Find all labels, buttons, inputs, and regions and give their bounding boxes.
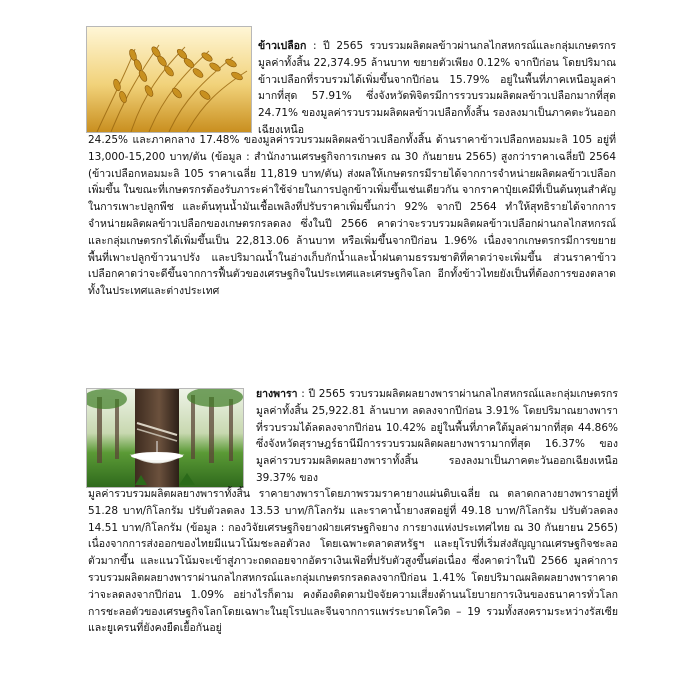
rice-text-full: 24.25% และภาคกลาง 17.48% ของมูลค่ารวบรวมผลิตผลข้าวเปลือกทั้งสิ้น ด้านราคาข้าวเปลือกหอมมะลิ 105 อยู่ที่ 13,000-15,200 บาท/ตัน (ข้อมูล : สำนักงานเศรษฐกิจการเกษตร ณ 30 กันยายน 2565) สูงกว่าราคาเฉลี่ยปี 2564 (ข้าวเปลือกหอมมะลิ 105 ราคาเฉลี่ย 11,819 บาท/ตัน) ส่งผลให้เกษตรกรมีรายได้จากการจำหน่ายผลิตผลข้าวเปลือกเพิ่มขึ้น ในขณะที่เกษตรกรต้องรับภาระค่าใช้จ่ายในการปลูกข้าวเพิ่มขึ้นเช่นเดียวกัน จากราคาปุ๋ยเคมีที่เป็นต้นทุนสำคัญในการเพาะปลูกพืช และต้นทุนน้ำมันเชื้อเพลิงที่ปรับราคาเพิ่มขึ้นกว่า 92% จากปี 2564 ทำให้สุทธิรายได้จากการจำหน่ายผลิตผลข้าวเปลือกของเกษตรกรลดลง ซึ่งในปี 2566 คาดว่าจะรวบรวมผลิตผลข้าวเปลือกผ่านกลไกสหกรณ์และกลุ่มเกษตรกรได้เพิ่มขึ้นเป็น 22,813.06 ล้านบาท หรือเพิ่มขึ้นจากปีก่อน 1.96% เนื่องจากเกษตรกรมีการขยายพื้นที่เพาะปลูกข้าวนาปรัง และปริมาณน้ำในอ่างเก็บกักน้ำและน้ำฝนตามธรรมชาติที่คาดว่าจะเพิ่มขึ้น ส่วนราคาข้าวเปลือกคาดว่าจะดีขึ้นจากการฟื้นตัวของเศรษฐกิจในประเทศและเศรษฐกิจโลก อีกทั้งข้าวไทยยังเป็นที่ต้องการของตลาดทั้งในประเทศและต่างประเทศ	[88, 134, 616, 298]
rice-ears-illustration	[87, 27, 251, 132]
rubber-paragraph-side	[256, 386, 618, 487]
rubber-text-side: : ปี 2565 รวบรวมผลิตผลยางพาราผ่านกลไกสหกรณ์และกลุ่มเกษตรกร มูลค่าทั้งสิ้น 25,922.81 ล้านบาท ลดลงจากปีก่อน 3.91% โดยปริมาณยางพาราที่รวบรวมได้ลดลงจากปีก่อน 10.42% อยู่ในพื้นที่ภาคใต้มูลค่ามากที่สุด 44.86% ซึ่งจังหวัดสุราษฎร์ธานีมีการรวบรวมผลิตผลยางพารามากที่สุด 16.37% ของมูลค่ารวบรวมผลิตผลยางพาราทั้งสิ้น รองลงมาเป็นภาคตะวันออกเฉียงเหนือ 39.37% ของ	[256, 388, 618, 484]
rubber-section	[0, 372, 700, 700]
rubber-text-full: มูลค่ารวบรวมผลิตผลยางพาราทั้งสิ้น ราคายางพาราโดยภาพรวมราคายางแผ่นดิบเฉลี่ย ณ ตลาดกลางยางพาราอยู่ที่ 51.28 บาท/กิโลกรัม ปรับตัวลดลง 13.53 บาท/กิโลกรัม และราคาน้ำยางสดอยู่ที่ 49.18 บาท/กิโลกรัม ปรับตัวลดลง 14.51 บาท/กิโลกรัม (ข้อมูล : กองวิจัยเศรษฐกิจยางฝ่ายเศรษฐกิจยาง การยางแห่งประเทศไทย ณ 30 กันยายน 2565) เนื่องจากการส่งออกของไทยมีแนวโน้มชะลอตัวลง โดยเฉพาะตลาดสหรัฐฯ และยุโรปที่เริ่มส่งสัญญาณเศรษฐกิจชะลอตัวมากขึ้น และแนวโน้มจะเข้าสู่ภาวะถดถอยจากอัตราเงินเฟ้อที่ปรับตัวสูงขึ้นต่อเนื่อง ซึ่งคาดว่าในปี 2566 มูลค่าการรวบรวมผลิตผลยางพาราผ่านกลไกสหกรณ์และกลุ่มเกษตรกรลดลงจากปีก่อน 1.41% โดยปริมาณผลิตผลยางพาราคาดว่าจะลดลงจากปีก่อน 1.09% อย่างไรก็ตาม คงต้องติดตามปัจจัยความเสี่ยงด้านนโยบายการเงินของธนาคารทั่วโลก การชะลอตัวของเศรษฐกิจโลกโดยเฉพาะในยุโรปและจีนจากการแพร่ระบาดโควิด – 19 รวมทั้งสงครามระหว่างรัสเซียและยูเครนที่ยังคงยืดเยื้อกันอยู่	[88, 488, 618, 635]
rubber-tapping-illustration	[87, 389, 243, 487]
rubber-paragraph-full	[88, 486, 618, 637]
rubber-tapping-photo	[86, 388, 244, 488]
rice-ears-photo	[86, 26, 252, 133]
rubber-heading: ยางพารา	[256, 388, 298, 400]
rice-paragraph-full	[88, 132, 616, 300]
rice-text-side: : ปี 2565 รวบรวมผลิตผลข้าวผ่านกลไกสหกรณ์และกลุ่มเกษตรกร มูลค่าทั้งสิ้น 22,374.95 ล้านบาท ขยายตัวเพียง 0.12% จากปีก่อน โดยปริมาณข้าวเปลือกที่รวบรวมได้เพิ่มขึ้นจากปีก่อน 15.79% อยู่ในพื้นที่ภาคเหนือมูลค่ามากที่สุด 57.91% ซึ่งจังหวัดพิจิตรมีการรวบรวมผลิตผลข้าวเปลือกมากที่สุด 24.71% ของมูลค่ารวบรวมผลิตผลข้าวเปลือกทั้งสิ้น รองลงมาเป็นภาคตะวันออกเฉียงเหนือ	[258, 40, 616, 136]
rice-heading: ข้าวเปลือก	[258, 40, 307, 52]
rice-paragraph-side	[258, 38, 616, 139]
